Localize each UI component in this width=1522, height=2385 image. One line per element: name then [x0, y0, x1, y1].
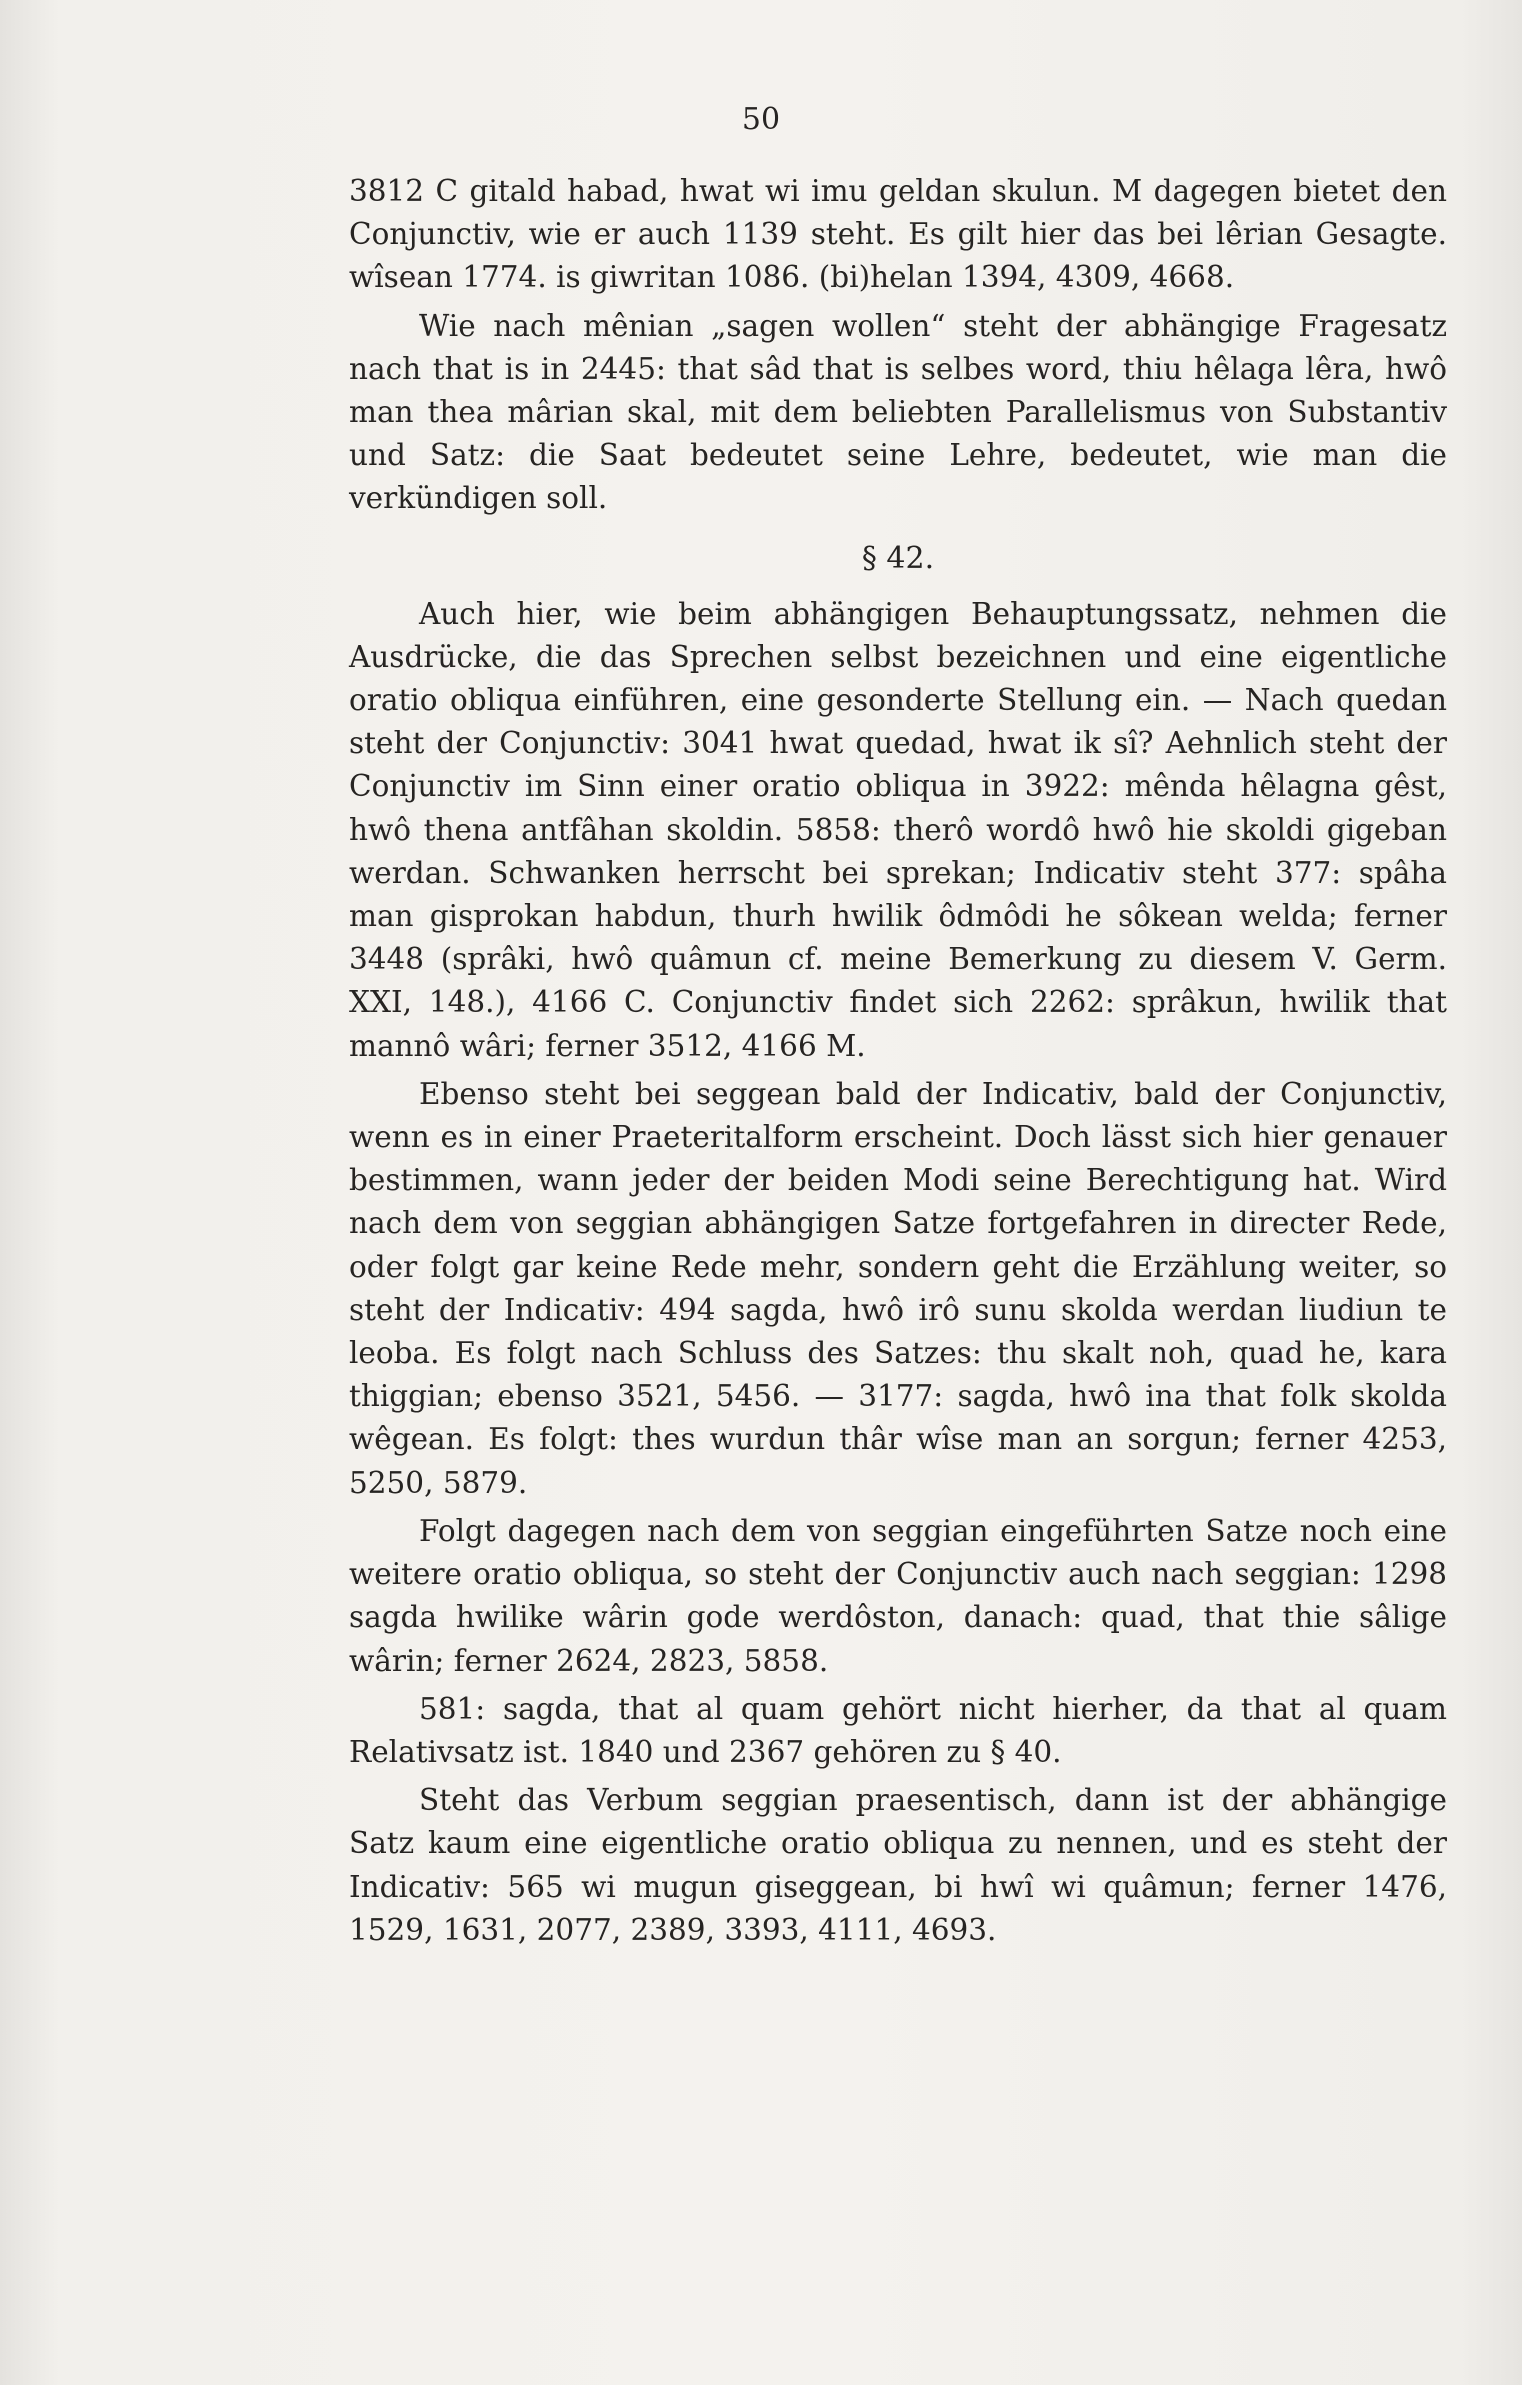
paragraph-5: Folgt dagegen nach dem von seggian eingeführten Satze noch eine weitere oratio obliqua, so steht der Conjunctiv auch nach seggian: 1298 sagda hwilike wârin gode werdôston, danach: quad, that thie sâlige wârin; ferner 2624, 2823, 5858. [349, 1513, 1447, 1678]
page-number: 50 [741, 102, 781, 137]
paragraph-6: 581: sagda, that al quam gehört nicht hierher, da that al quam Relativsatz ist. 1840 und 2367 gehören zu § 40. [349, 1691, 1447, 1769]
paragraph-7: Steht das Verbum seggian praesentisch, dann ist der abhängige Satz kaum eine eigentliche oratio obliqua zu nennen, und es steht der Indicativ: 565 wi mugun giseggean, bi hwî wi quâmun; ferner 1476, 1529, 1631, 2077, 2389, 3393, 4111, 4693. [349, 1783, 1447, 1947]
paragraph-1: 3812 C gitald habad, hwat wi imu geldan skulun. M dagegen bietet den Conjunctiv, wie er auch 1139 steht. Es gilt hier das bei lêrian Gesagte. wîsean 1774. is giwritan 1086. (bi)helan 1394, 4309, 4668. [349, 174, 1447, 295]
paragraph-2: Wie nach mênian „sagen wollen“ steht der abhängige Fragesatz nach that is in 2445: that sâd that is selbes word, thiu hêlaga lêra, hwô man thea mârian skal, mit dem beliebten Parallelismus von Substantiv und Satz: die Saat bedeutet seine Lehre, bedeutet, wie man die verkündigen soll. [349, 308, 1447, 516]
paragraph-3: Auch hier, wie beim abhängigen Behauptungssatz, nehmen die Ausdrücke, die das Sprechen selbst bezeichnen und eine eigentliche oratio obliqua einführen, eine gesonderte Stellung ein. — Nach quedan steht der Conjunctiv: 3041 hwat quedad, hwat ik sî? Aehnlich steht der Conjunctiv im Sinn einer oratio obliqua in 3922: mênda hêlagna gêst, hwô thena antfâhan skoldin. 5858: therô wordô hwô hie skoldi gigeban werdan. Schwanken herrscht bei sprekan; Indicativ steht 377: spâha man gisprokan habdun, thurh hwilik ôdmôdi he sôkean welda; ferner 3448 (sprâki, hwô quâmun cf. meine Bemerkung zu diesem V. Germ. XXI, 148.), 4166 C. Conjunctiv findet sich 2262: sprâkun, hwilik that mannô wâri; ferner 3512, 4166 M. [349, 596, 1447, 1063]
paragraph-4: Ebenso steht bei seggean bald der Indicativ, bald der Conjunctiv, wenn es in einer Praeteritalform erscheint. Doch lässt sich hier genauer bestimmen, wann jeder der beiden Modi seine Berechtigung hat. Wird nach dem von seggian abhängigen Satze fortgefahren in directer Rede, oder folgt gar keine Rede mehr, sondern geht die Erzählung weiter, so steht der Indicativ: 494 sagda, hwô irô sunu skolda werdan liudiun te leoba. Es folgt nach Schluss des Satzes: thu skalt noh, quad he, kara thiggian; ebenso 3521, 5456. — 3177: sagda, hwô ina that folk skolda wêgean. Es folgt: thes wurdun thâr wîse man an sorgun; ferner 4253, 5250, 5879. [349, 1076, 1447, 1500]
body-text [349, 170, 1447, 1957]
section-heading: § 42. [861, 540, 935, 576]
